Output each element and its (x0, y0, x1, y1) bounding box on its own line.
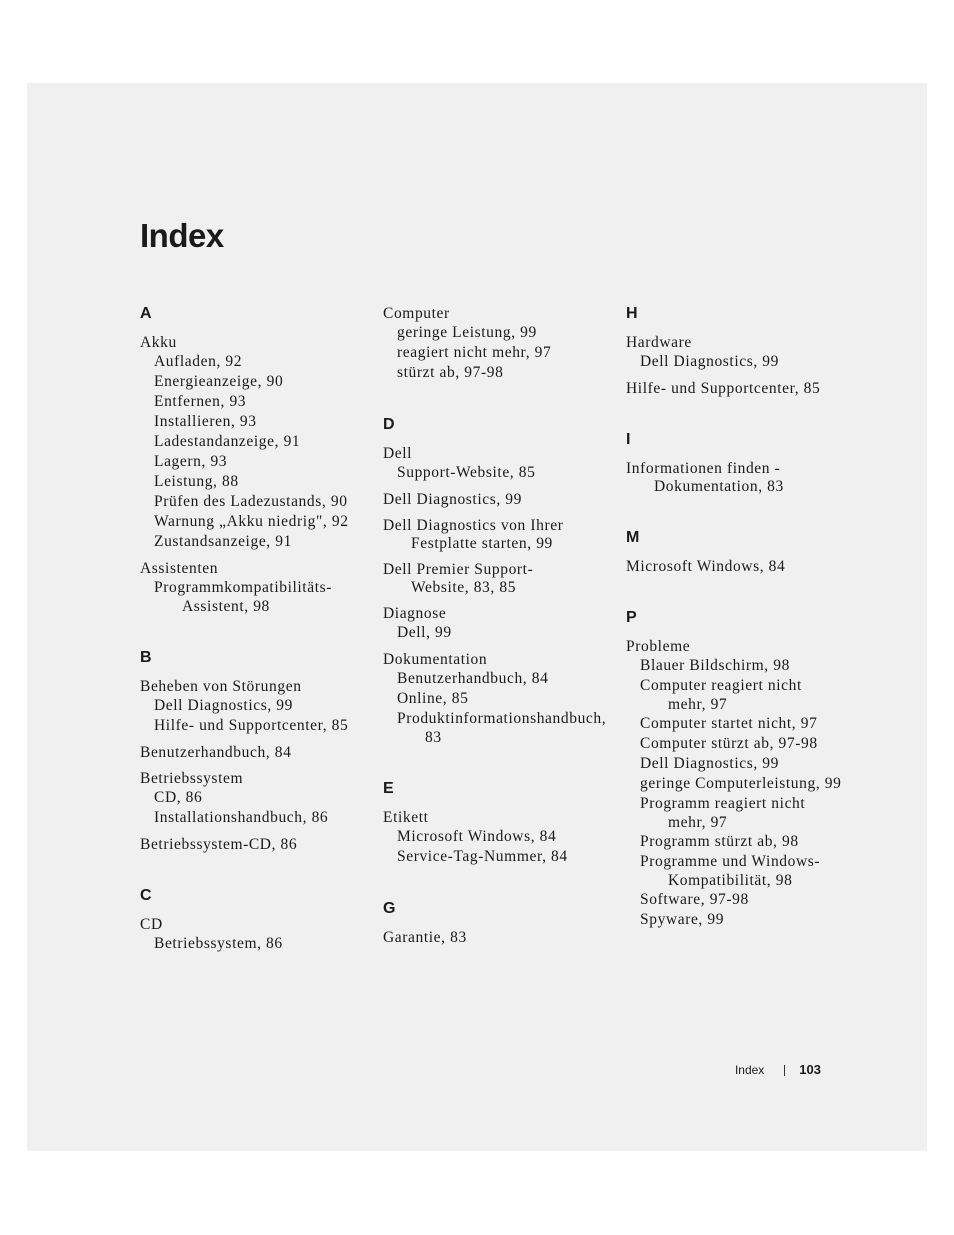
entry-term: Diagnose (383, 605, 447, 622)
index-entry (140, 915, 372, 954)
entry-term-continued: Dokumentation, 83 (654, 478, 784, 495)
entry-term: Computer (383, 305, 450, 322)
index-subentry (383, 669, 615, 689)
subentry-text: Programmkompatibilitäts- (154, 579, 332, 596)
page-footer (735, 1061, 821, 1079)
subentry-text: Ladestandanzeige, 91 (154, 433, 301, 450)
subentry-text: geringe Computerleistung, 99 (640, 775, 842, 792)
section-letter: P (626, 609, 637, 626)
index-section (383, 304, 615, 383)
subentry-text: Programm stürzt ab, 98 (640, 833, 799, 850)
section-letter: A (140, 305, 152, 322)
subentry-text: Dell Diagnostics, 99 (154, 697, 293, 714)
index-subentry (140, 578, 372, 616)
entry-term: CD (140, 916, 163, 933)
subentry-text: Computer startet nicht, 97 (640, 715, 818, 732)
section-letter: C (140, 887, 152, 904)
subentry-text: Lagern, 93 (154, 453, 228, 470)
index-entry (626, 459, 866, 496)
index-subentry (140, 716, 372, 736)
index-subentry (626, 832, 866, 852)
index-subentry (626, 714, 866, 734)
index-section (140, 304, 372, 616)
subentry-text: Benutzerhandbuch, 84 (397, 670, 549, 687)
subentry-text: geringe Leistung, 99 (397, 324, 537, 341)
subentry-text-continued: mehr, 97 (668, 696, 728, 713)
entry-term: Dell Diagnostics von Ihrer (383, 517, 564, 534)
index-section (140, 648, 372, 854)
entry-term-continued: Website, 83, 85 (411, 579, 517, 596)
index-entry (383, 928, 615, 947)
index-section (626, 608, 866, 930)
section-letter: I (626, 431, 631, 448)
entry-term: Betriebssystem (140, 770, 244, 787)
subentry-text: Energieanzeige, 90 (154, 373, 284, 390)
subentry-text: Software, 97-98 (640, 891, 749, 908)
subentry-text: Blauer Bildschirm, 98 (640, 657, 790, 674)
subentry-text-continued: Assistent, 98 (182, 598, 270, 615)
index-entry (140, 743, 372, 762)
subentry-text: Dell, 99 (397, 624, 452, 641)
index-entry (383, 560, 615, 597)
index-subentry (140, 808, 372, 828)
subentry-text-continued: 83 (425, 729, 442, 746)
subentry-text: Spyware, 99 (640, 911, 725, 928)
index-subentry (383, 363, 615, 383)
subentry-text: Microsoft Windows, 84 (397, 828, 557, 845)
entry-term: Informationen finden - (626, 460, 781, 477)
index-subentry (140, 352, 372, 372)
index-subentry (626, 754, 866, 774)
subentry-text: Installationshandbuch, 86 (154, 809, 329, 826)
index-subentry (383, 343, 615, 363)
entry-term: Beheben von Störungen (140, 678, 302, 695)
index-column-3 (626, 304, 866, 930)
index-subentry (140, 934, 372, 954)
index-subentry (140, 492, 372, 512)
entry-term: Akku (140, 334, 177, 351)
entry-term: Hilfe- und Supportcenter, 85 (626, 380, 821, 397)
index-subentry (383, 709, 615, 747)
index-column-2 (383, 304, 615, 947)
subentry-text: Programm reagiert nicht (640, 795, 806, 812)
index-entry (626, 333, 866, 372)
index-subentry (626, 910, 866, 930)
entry-term: Hardware (626, 334, 692, 351)
subentry-text: Dell Diagnostics, 99 (640, 353, 779, 370)
section-letter: E (383, 780, 394, 797)
entry-term: Probleme (626, 638, 691, 655)
subentry-text: Service-Tag-Nummer, 84 (397, 848, 568, 865)
entry-term: Dokumentation (383, 651, 488, 668)
subentry-text: Computer stürzt ab, 97-98 (640, 735, 818, 752)
index-entry (626, 557, 866, 576)
index-subentry (140, 372, 372, 392)
index-section (383, 779, 615, 867)
index-section (383, 415, 615, 747)
index-subentry (140, 532, 372, 552)
index-entry (383, 604, 615, 643)
index-subentry (140, 452, 372, 472)
index-column-1 (140, 304, 372, 954)
section-letter: G (383, 900, 396, 917)
subentry-text: Hilfe- und Supportcenter, 85 (154, 717, 349, 734)
subentry-text: Installieren, 93 (154, 413, 257, 430)
index-subentry (140, 696, 372, 716)
footer-separator (784, 1065, 785, 1076)
entry-term: Garantie, 83 (383, 929, 467, 946)
subentry-text: Aufladen, 92 (154, 353, 243, 370)
index-subentry (626, 774, 866, 794)
entry-term: Betriebssystem-CD, 86 (140, 836, 298, 853)
subentry-text: Programme und Windows- (640, 853, 821, 870)
subentry-text: Entfernen, 93 (154, 393, 247, 410)
entry-term: Microsoft Windows, 84 (626, 558, 786, 575)
index-entry (383, 490, 615, 509)
index-entry (626, 637, 866, 930)
index-entry (383, 808, 615, 867)
subentry-text: Computer reagiert nicht (640, 677, 802, 694)
index-entry (140, 769, 372, 828)
subentry-text: Zustandsanzeige, 91 (154, 533, 292, 550)
index-subentry (383, 323, 615, 343)
page-number: 103 (799, 1062, 821, 1077)
index-subentry (626, 676, 866, 714)
subentry-text: Online, 85 (397, 690, 469, 707)
index-subentry (140, 412, 372, 432)
index-subentry (140, 432, 372, 452)
index-section (626, 528, 866, 576)
index-subentry (383, 847, 615, 867)
index-subentry (383, 689, 615, 709)
index-subentry (626, 794, 866, 832)
index-section (626, 430, 866, 496)
entry-term-continued: Festplatte starten, 99 (411, 535, 553, 552)
index-section (383, 899, 615, 947)
subentry-text: Warnung „Akku niedrig", 92 (154, 513, 349, 530)
index-entry (140, 559, 372, 616)
entry-term: Dell (383, 445, 413, 462)
footer-label: Index (734, 1063, 765, 1077)
index-entry (383, 650, 615, 747)
index-subentry (140, 512, 372, 532)
index-subentry (626, 734, 866, 754)
index-entry (140, 677, 372, 736)
index-subentry (140, 788, 372, 808)
subentry-text: Support-Website, 85 (397, 464, 536, 481)
index-section (626, 304, 866, 398)
index-entry (140, 333, 372, 552)
index-entry (383, 444, 615, 483)
index-subentry (626, 656, 866, 676)
page-title: Index (140, 217, 224, 254)
index-subentry (383, 623, 615, 643)
index-subentry (140, 392, 372, 412)
entry-term: Dell Diagnostics, 99 (383, 491, 522, 508)
subentry-text: Produktinformationshandbuch, (397, 710, 607, 727)
index-entry (383, 516, 615, 553)
index-subentry (383, 827, 615, 847)
subentry-text: Leistung, 88 (154, 473, 239, 490)
index-section (140, 886, 372, 954)
index-subentry (626, 890, 866, 910)
entry-term: Assistenten (140, 560, 219, 577)
subentry-text: Betriebssystem, 86 (154, 935, 283, 952)
index-entry (626, 379, 866, 398)
index-entry (140, 835, 372, 854)
entry-term: Benutzerhandbuch, 84 (140, 744, 292, 761)
section-letter: H (626, 305, 638, 322)
index-subentry (626, 352, 866, 372)
section-letter: D (383, 416, 395, 433)
subentry-text: CD, 86 (154, 789, 203, 806)
subentry-text: stürzt ab, 97-98 (397, 364, 504, 381)
section-letter: M (626, 529, 640, 546)
section-letter: B (140, 649, 152, 666)
subentry-text-continued: mehr, 97 (668, 814, 728, 831)
subentry-text: Prüfen des Ladezustands, 90 (154, 493, 348, 510)
index-subentry (140, 472, 372, 492)
entry-term: Dell Premier Support- (383, 561, 534, 578)
subentry-text: Dell Diagnostics, 99 (640, 755, 779, 772)
index-entry (383, 304, 615, 383)
subentry-text: reagiert nicht mehr, 97 (397, 344, 552, 361)
index-subentry (626, 852, 866, 890)
subentry-text-continued: Kompatibilität, 98 (668, 872, 793, 889)
entry-term: Etikett (383, 809, 429, 826)
index-subentry (383, 463, 615, 483)
